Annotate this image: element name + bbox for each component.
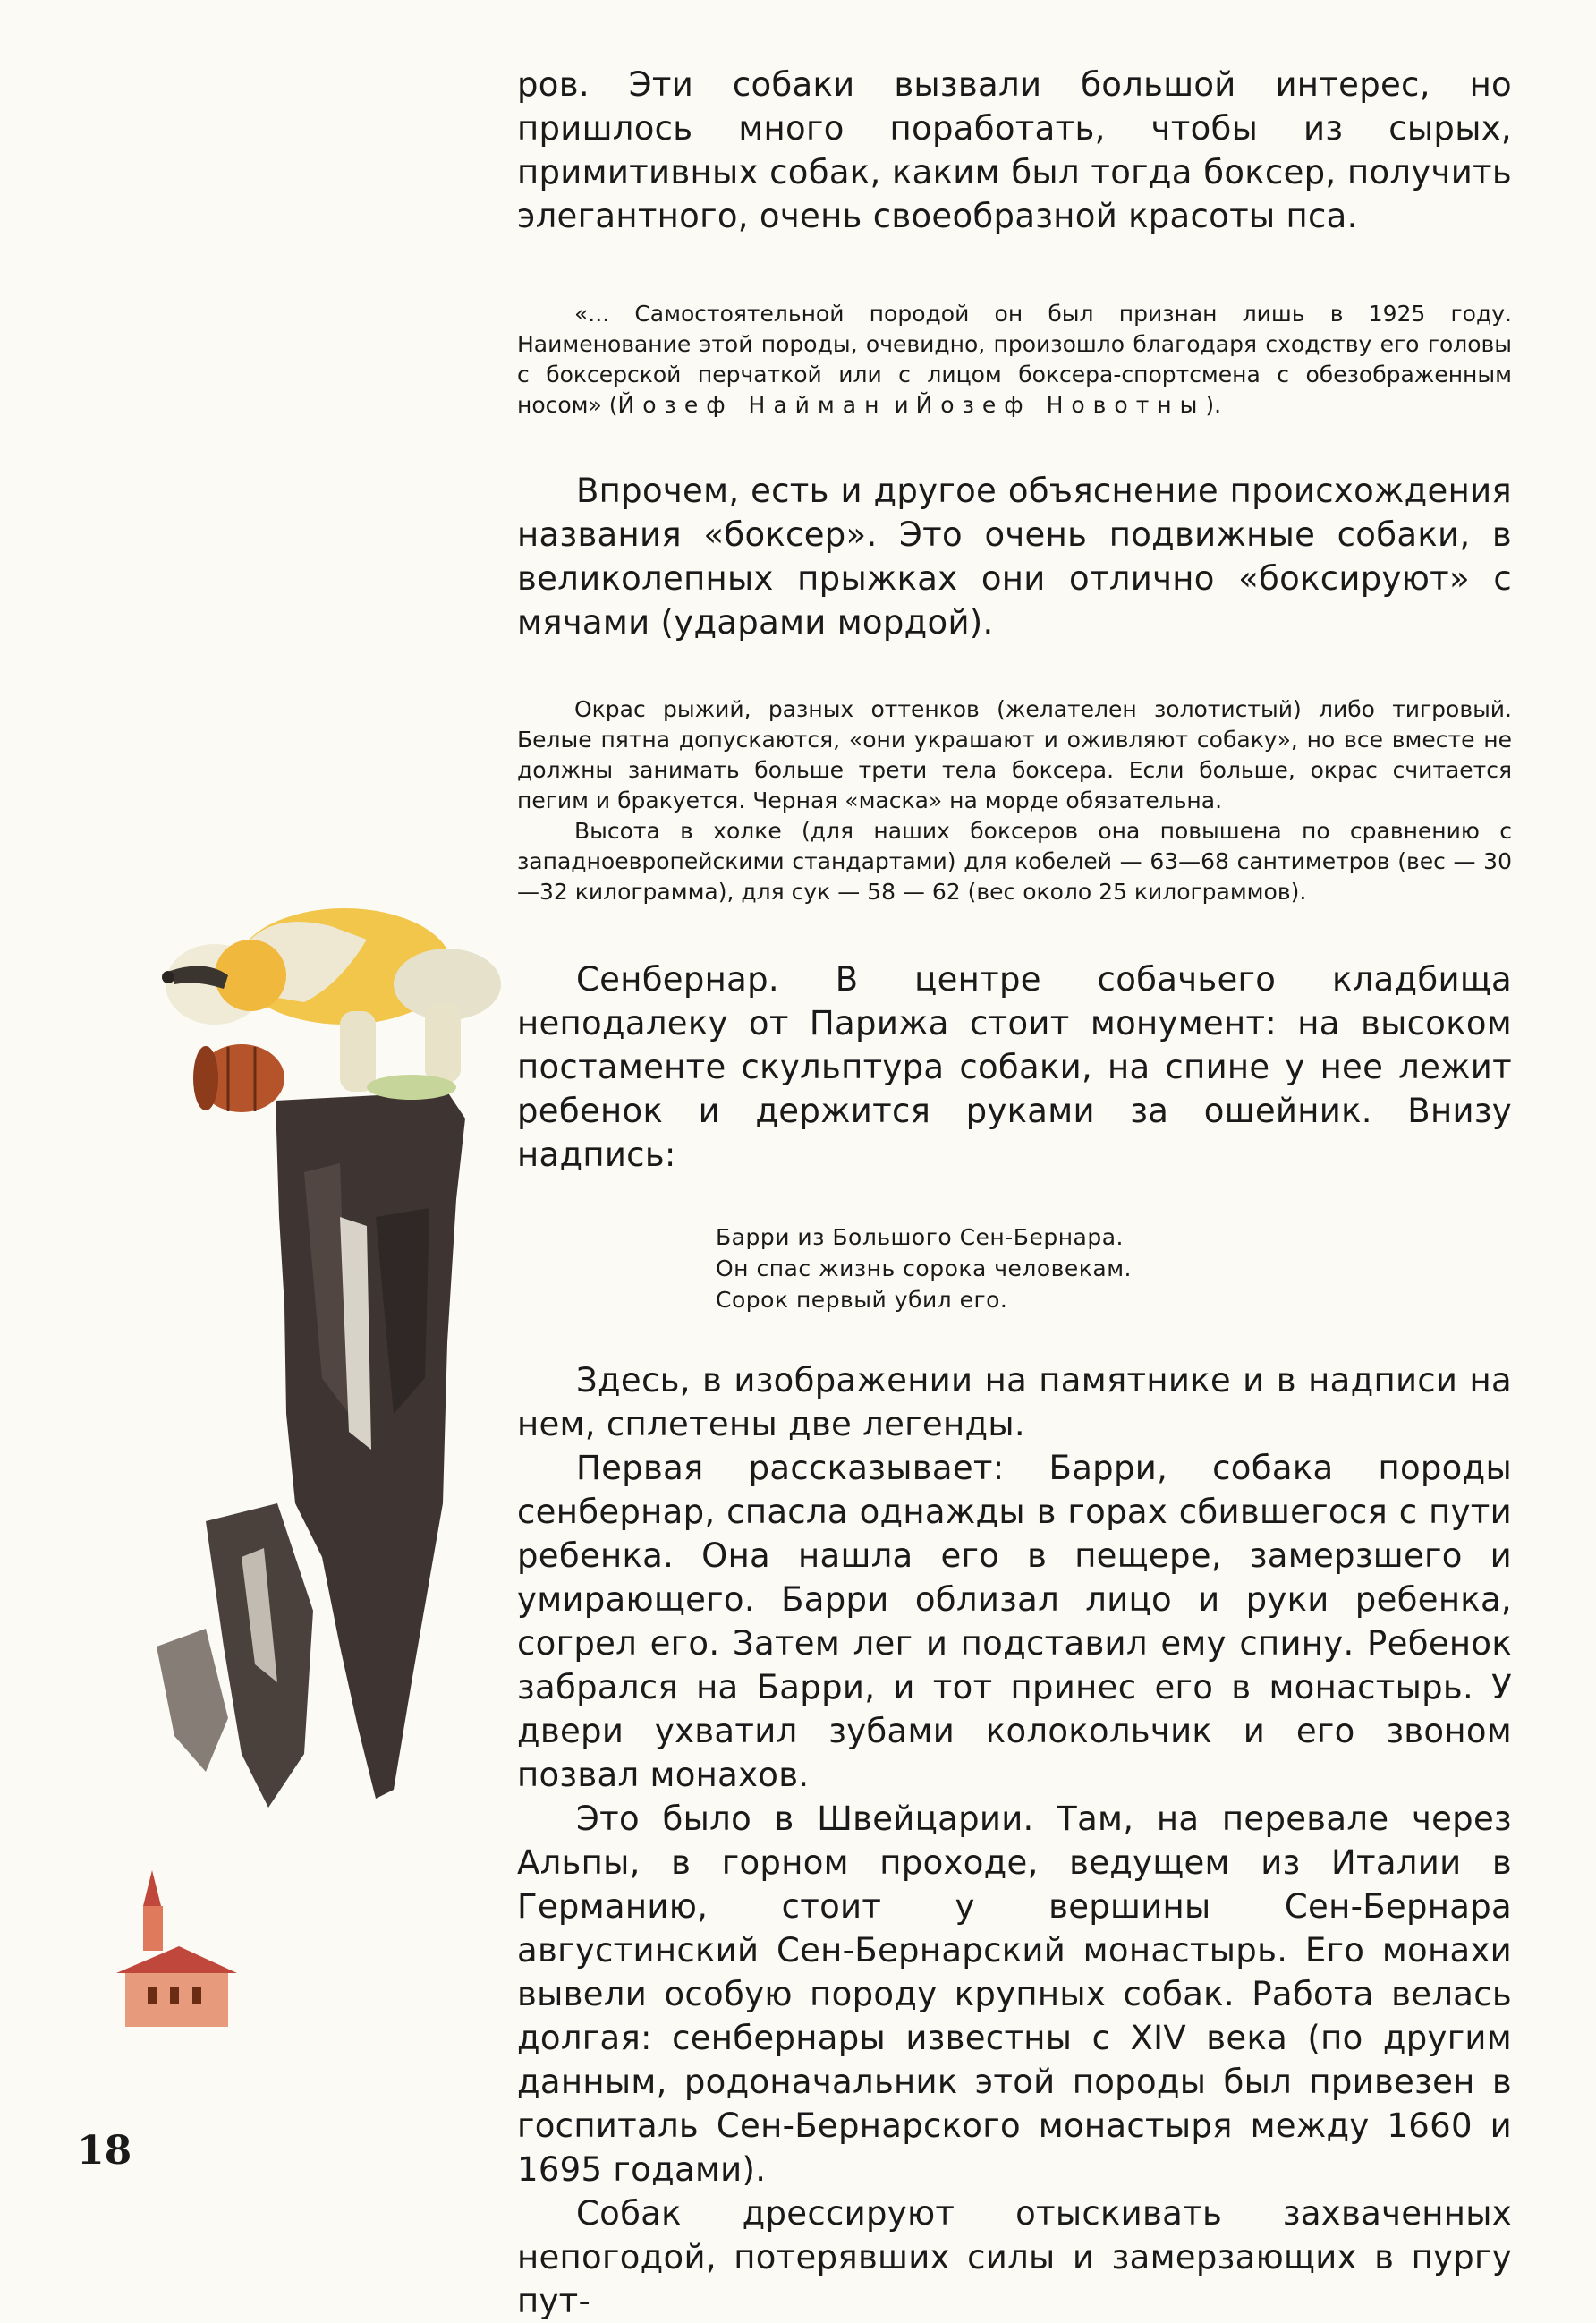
boxer-standard-block: [517, 694, 1512, 907]
st-bernard-illustration: [72, 877, 519, 2067]
page-number: 18: [77, 2128, 132, 2174]
rock-pillar: [157, 1092, 465, 1808]
paragraph-boxer-continuation: ров. Эти собаки вызвали большой интерес, но пришлось много поработать, чтобы из сырых, примитивных собак, каким был тогда боксер, получить элегантного, очень своеобразной красоты пса.: [517, 65, 1512, 235]
paragraph-boxer-height: Высота в холке (для наших боксеров она повышена по сравнению с западноевропейскими стандартами) для кобелей — 63—68 сантиметров (вес — 30—32 килограмма), для сук — 58 — 62 (вес около 25 килограммов).: [517, 818, 1512, 905]
church-icon: [116, 1870, 237, 2027]
paragraph-training: Собак дрессируют отыскивать захваченных непогодой, потерявших силы и замерзающих в пургу пут-: [517, 2194, 1512, 2320]
quote-author-naiman: Йозеф Найман: [617, 392, 887, 418]
paragraph-boxer-color: Окрас рыжий, разных оттенков (желателен золотистый) либо тигровый. Белые пятна допускаются, «они украшают и оживляют собаку», но все вместе не должны занимать больше трети тела боксера. Если больше, окрас считается пегим и бракуется. Черная «маска» на морде обязательна.: [517, 696, 1512, 813]
barrel-icon: [193, 1044, 284, 1112]
quote-text: «... Самостоятельной породой он был признан лишь в 1925 году. Наименование этой породы, очевидно, произошло благодаря сходству его головы с боксерской перчаткой или с лицом боксера-спортсмена с обезображенным носом» (: [517, 301, 1512, 418]
inscription-line: Барри из Большого Сен-Бернара.: [716, 1224, 1125, 1250]
quote-end: ).: [1205, 392, 1222, 418]
monument-inscription: [716, 1221, 1512, 1315]
quote-author-novotny: Йозеф Новотны: [915, 392, 1206, 418]
paragraph-boxer-name: Впрочем, есть и другое объяснение происхождения названия «боксер». Это очень подвижные собаки, в великолепных прыжках они отлично «боксируют» с мячами (ударами мордой).: [517, 472, 1512, 642]
inscription-line: Сорок первый убил его.: [716, 1287, 1008, 1313]
paragraph-two-legends: Здесь, в изображении на памятнике и в надписи на нем, сплетены две легенды.: [517, 1361, 1512, 1443]
paragraph-switzerland: Это было в Швейцарии. Там, на перевале через Альпы, в горном проходе, ведущем из Италии в Германию, стоит у вершины Сен-Бернара августинский Сен-Бернарский монастырь. Его монахи вывели особую породу крупных собак. Работа велась долгая: сенбернары известны с XIV века (по другим данным, родоначальник этой породы был привезен в госпиталь Сен-Бернарского монастыря между 1660 и 1695 годами).: [517, 1800, 1512, 2189]
text-column: [517, 63, 1512, 2323]
inscription-line: Он спас жизнь сорока человекам.: [716, 1255, 1132, 1281]
quote-conjunction: и: [887, 392, 916, 418]
paragraph-barry-legend: Первая рассказывает: Барри, собака породы сенбернар, спасла однажды в горах сбившегося с пути ребенка. Она нашла его в пещере, замерзшего и умирающего. Барри облизал лицо и руки ребенка, согрел его. Затем лег и подставил ему спину. Ребенок забрался на Барри, и тот принес его в монастырь. У двери ухватил зубами колокольчик и его звоном позвал монахов.: [517, 1449, 1512, 1794]
paragraph-st-bernard-monument: Сенбернар. В центре собачьего кладбища неподалеку от Парижа стоит монумент: на высоком постаменте скульптура собаки, на спине у нее лежит ребенок и держится руками за ошейник. Внизу надпись:: [517, 960, 1512, 1174]
quote-boxer-origin: [517, 299, 1512, 421]
